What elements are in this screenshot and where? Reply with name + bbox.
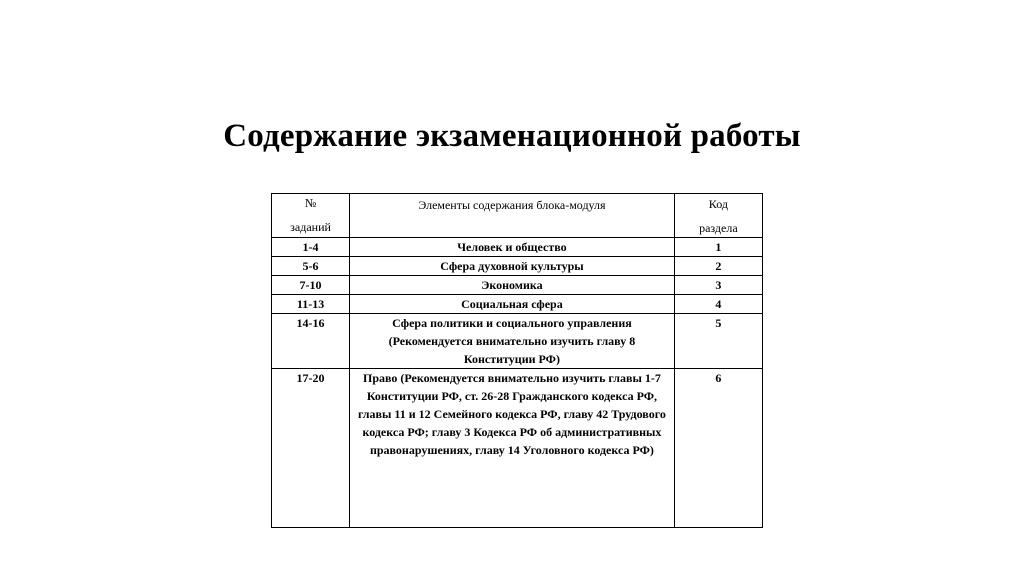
row-section-code: 6 bbox=[674, 369, 762, 528]
header-task-number-label: заданий bbox=[290, 220, 331, 234]
row-section-code: 3 bbox=[674, 276, 762, 295]
row-task-numbers: 7-10 bbox=[272, 276, 350, 295]
row-element: Сфера политики и социального управления (Рекомендуется внимательно изучить главу 8 Конституции РФ) bbox=[350, 314, 675, 369]
header-elements bbox=[350, 194, 675, 238]
row-section-code: 1 bbox=[674, 238, 762, 257]
table-row bbox=[272, 314, 763, 369]
row-element: Экономика bbox=[350, 276, 675, 295]
table-row bbox=[272, 276, 763, 295]
row-element: Сфера духовной культуры bbox=[350, 257, 675, 276]
table-row bbox=[272, 369, 763, 528]
row-task-numbers: 1-4 bbox=[272, 238, 350, 257]
row-section-code: 4 bbox=[674, 295, 762, 314]
header-elements-label: Элементы содержания блока-модуля bbox=[418, 198, 606, 212]
row-section-code: 2 bbox=[674, 257, 762, 276]
header-section-code-line2: раздела bbox=[699, 221, 738, 235]
header-section-code-line1: Код bbox=[708, 197, 728, 211]
header-section-code bbox=[674, 194, 762, 238]
header-task-number-symbol: № bbox=[304, 196, 317, 210]
table-row bbox=[272, 238, 763, 257]
row-element: Социальная сфера bbox=[350, 295, 675, 314]
row-element: Человек и общество bbox=[350, 238, 675, 257]
row-task-numbers: 5-6 bbox=[272, 257, 350, 276]
table-header-row bbox=[272, 194, 763, 238]
header-task-number bbox=[272, 194, 350, 238]
row-task-numbers: 14-16 bbox=[272, 314, 350, 369]
row-element: Право (Рекомендуется внимательно изучить главы 1-7 Конституции РФ, ст. 26-28 Гражданского кодекса РФ, главы 11 и 12 Семейного кодекса РФ, главу 42 Трудового кодекса РФ; главу 3 Кодекса РФ об административных правонарушениях, главу 14 Уголовного кодекса РФ) bbox=[350, 369, 675, 528]
slide-title: Содержание экзаменационной работы bbox=[223, 118, 801, 154]
row-section-code: 5 bbox=[674, 314, 762, 369]
row-task-numbers: 17-20 bbox=[272, 369, 350, 528]
row-task-numbers: 11-13 bbox=[272, 295, 350, 314]
table-row bbox=[272, 257, 763, 276]
table-row bbox=[272, 295, 763, 314]
content-table bbox=[271, 193, 763, 528]
